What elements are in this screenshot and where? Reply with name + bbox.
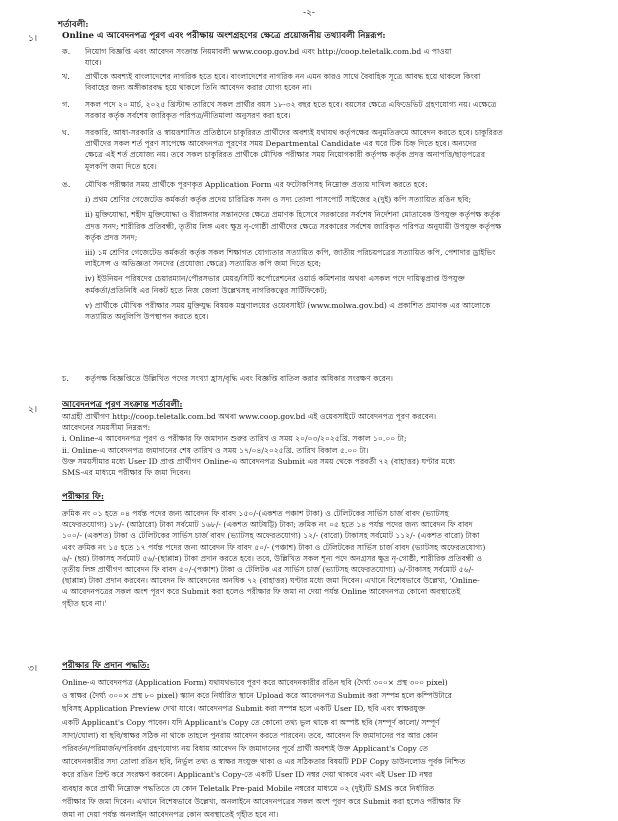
conditions-title: শর্তাবলী:: [58, 20, 89, 30]
text-line: সরকার কর্তৃক সর্বশেষ জারিকৃত পরিপত্র/নীতিমালা অনুসরণ করা হবে।: [85, 111, 291, 121]
text-line: ক্ষেত্রে এই শর্ত প্রযোজ্য নয়। তবে সকল চাকুরিরত প্রার্থীকে মৌখিক পরীক্ষার সময় নিয়োগকারী কর্তৃপক্ষ কর্তৃক প্রদত্ত অনাপত্তি/ছাড়পত্রের: [85, 150, 486, 160]
text-line: i) প্রথম শ্রেণির গেজেটেড কর্মকর্তা কর্তৃক প্রদেয় চারিত্রিক সনদ ও সদ্য তোলা পাসপোর্ট সাইজের ২(দুই) কপি সত্যায়িত রঙিন ছবি;: [85, 195, 472, 205]
text-line: (ছাপ্পান্ন) টাকা প্রদান করবেন। আবেদন ফি আবেদনের অনধিক ৭২ (বাহাত্তর) ঘণ্টার মধ্যে জমা দিবেন। এখানে বিশেষভাবে উল্লেখ্য, 'Online-: [62, 576, 480, 586]
text-line: প্রদত্ত সনদ; শারীরিক প্রতিবন্ধী, তৃতীয় লিঙ্গ এবং ক্ষুদ্র নৃ-গোষ্ঠী প্রার্থীদের ক্ষেত্রে সরকারের সর্বশেষ জারিকৃত পরিপত্র অনুযায়ী উপযুক্ত কর্তৃপক্ষ: [85, 221, 502, 231]
text-line: সকল পদে ২০ মার্চ, ২০২৫ খ্রিস্টাব্দ তারিখে সকল প্রার্থীর বয়স ১৮-৩২ বছর হতে হবে। বয়সের ক্ষেত্রে এফিডেভিট গ্রহণযোগ্য নয়। এক্ষেত্রে: [85, 100, 497, 109]
page-number: -২-: [303, 8, 315, 18]
text-line: তৃতীয় লিঙ্গ প্রার্থীগণ আবেদন ফি বাবদ ৫০/-(পঞ্চাশ) টাকা ও টেলিটক এর সার্ভিস চার্জ (ভ্যাটসহ অফেরতযোগ্য) ৬/-টাকাসহ সর্বমোট ৫৬/-: [62, 565, 474, 575]
section1-item: [85, 127, 503, 172]
section1-title: Online এ আবেদনপত্র পূরণ এবং পরীক্ষায় অংশগ্রহণের ক্ষেত্রে প্রয়োজনীয় তথ্যাবলী নিম্নরূপ:: [62, 31, 386, 41]
section2-body: [62, 411, 455, 478]
text-line: এবং ক্রমিক নং ১৫ হতে ১৭ পর্যন্ত পদের জন্য আবেদন ফি বাবদ ৫০/- (পঞ্চাশ) টাকা ও টেলিটকের সার্ভিস চার্জ বাবদ (ভ্যাটসহ অফেরতযোগ্য): [62, 542, 486, 552]
text-line: করে রঙিন প্রিন্ট করে সংরক্ষণ করবেন। Applicant's Copy-তে একটি User ID নম্বর দেয়া থাকবে এবং এই User ID নম্বর: [62, 770, 433, 780]
text-line: পরীক্ষার ফি জমা দিবেন। এখানে বিশেষভাবে উল্লেখ্য, অনলাইনে আবেদনপত্রের সকল অংশ পূরণ করে Submit করা হলেও পরীক্ষার ফি: [62, 796, 461, 806]
section3-title: পরীক্ষার ফি প্রদান পদ্ধতি:: [62, 661, 150, 671]
section1-number: ১।: [28, 34, 38, 44]
text-line: যাবে।: [85, 58, 102, 68]
text-line: প্রার্থীদের সকল শর্ত পূরণ সাপেক্ষে আবেদনপত্র পূরণের সময় Departmental Candidate এর ঘরে টিক চিহ্ন দিতে হবে। অন্যদের: [85, 139, 477, 149]
text-line: ব্যবহার করে প্রার্থী নিম্নোক্ত পদ্ধতিতে যে কোন Teletalk Pre-paid Mobile নম্বরের মাধ্যমে ০২ (দুই)টি SMS করে নির্ধারিত: [62, 783, 435, 793]
text-line: অফেরতযোগ্য) ১৮/- (আঠারো) টাকা সর্বমোট ১৬৮/- (একশত আটষট্টি) টাকা; ক্রমিক নং ০৫ হতে ১৪ পর্যন্ত পদের জন্য আবেদন ফি বাবদ: [62, 520, 473, 530]
text-line: সত্যায়িত অনুলিপি উপস্থাপন করতে হবে।: [85, 312, 209, 322]
section1-item: [85, 99, 496, 121]
text-line: ক্রমিক নং ০১ হতে ০৪ পর্যন্ত পদের জন্য আবেদন ফি বাবদ ১৫০/-(একশত পঞ্চাশ টাকা) ও টেলিটকের সার্ভিস চার্জ বাবদ (ভ্যাটসহ: [62, 509, 449, 518]
section1-item-label: খ.: [62, 72, 70, 81]
text-line: সরকারি, আধা-সরকারি ও স্বায়ত্তশাসিত প্রতিষ্ঠানে চাকুরিরত প্রার্থীদের অবশ্যই যথাযথ কর্তৃপক্ষের অনুমতিক্রমে আবেদন করতে হবে। চাকুরিরত: [85, 128, 503, 137]
text-line: মূলকপি জমা দিতে হবে।: [85, 161, 157, 171]
section1-item: [85, 373, 393, 384]
section1-item: [85, 46, 451, 68]
text-line: Online-এ আবেদনপত্র (Application Form) যথাযথভাবে পূরণ করে আবেদনকারীর রঙিন ছবি (দৈর্ঘ্য ৩০০× প্রস্থ ৩০০ pixel): [62, 678, 448, 687]
text-line: সাদা/ঘোলা) বা ছবি/স্বাক্ষর সঠিক না থাকে তাহলে পুনরায় আবেদন করতে পারবেন। তবে, আবেদন ফি জমাদানের পর আর কোন: [62, 730, 438, 740]
text-line: i. Online-এ আবেদনপত্র পূরণ ও পরীক্ষার ফি জমাদান শুরুর তারিখ ও সময় ২০/০৩/২০২৫খ্রি. সকাল ১০.০০ টা;: [62, 434, 407, 444]
section1-item: [85, 179, 501, 322]
text-line: ছবিসহ Application Preview দেখা যাবে। আবেদনপত্র Submit করা সম্পন্ন হলে একটি User ID, ছবি এবং স্বাক্ষরযুক্ত: [62, 704, 426, 714]
text-line: কর্তৃক প্রদত্ত সনদ;: [85, 232, 138, 242]
section1-item-label: চ.: [62, 374, 69, 383]
section2-number: ২।: [28, 405, 38, 415]
section1-item-label: ক.: [62, 47, 71, 56]
text-line: v) প্রার্থীকে মৌখিক পরীক্ষার সময় মুক্তিযুদ্ধ বিষয়ক মন্ত্রণালয়ের ওয়েবসাইট (www.molwa.gov.bd) এ প্রকাশিত প্রমাণক এর আলোকে: [85, 300, 491, 310]
text-line: ১০০/- (একশত) টাকা ও টেলিটকের সার্ভিস চার্জ বাবদ (ভ্যাটসহ অফেরতযোগ্য) ১২/- (বারো) টাকাসহ সর্বমোট ১১২/- (একশত বারো) টাকা: [62, 531, 480, 541]
text-line: আবেদনকারীর সদ্য তোলা রঙিন ছবি, নির্ভুল তথ্য ও স্বাক্ষর সংযুক্ত থাকা ও এর সঠিকতার বিষয়টি PDF Copy ডাউনলোড পূর্বক নিশ্চিত: [62, 757, 466, 767]
text-line: ii. Online-এ আবেদনপত্র জমাদানের শেষ তারিখ ও সময় ১৭/০৪/২০২৫খ্রি. তারিখ বিকাল ৫.০০ টা।: [62, 445, 369, 455]
text-line: জমা না দেয়া পর্যন্ত অনলাইন আবেদনপত্র কোন অবস্থাতেই গৃহীত হবে না।: [62, 810, 279, 820]
section1-item-label: ঘ.: [62, 128, 70, 137]
fee-title: পরীক্ষার ফি:: [62, 492, 105, 502]
fee-body: [62, 508, 485, 609]
text-line: নিয়োগ বিজ্ঞপ্তি এবং আবেদন সংক্রান্ত নিয়মাবলী www.coop.gov.bd এবং http://coop.teletalk.com.bd এ পাওয়া: [85, 47, 452, 56]
section3-number: ৩।: [28, 664, 38, 674]
section1-item-label: ঙ.: [62, 180, 71, 189]
text-line: আগ্রহী প্রার্থীগণ http://coop.teletalk.com.bd অথবা www.coop.gov.bd এই ওয়েবসাইটে আবেদনপত্র পূরণ করবেন।: [62, 412, 437, 421]
section1-item-label: গ.: [62, 100, 70, 109]
text-line: iii) ১ম শ্রেণির গেজেটেড কর্মকর্তা কর্তৃক সকল শিক্ষাগত যোগ্যতার সত্যায়িত কপি, জাতীয় পরিচয়পত্রের সত্যায়িত কপি, পেশাদার ড্রাইভিং: [85, 248, 496, 258]
text-line: গৃহীত হবে না।': [62, 598, 107, 608]
text-line: ও স্বাক্ষর (দৈর্ঘ্য ৩০০× প্রস্থ ৮০ pixel) স্ক্যান করে নির্ধারিত স্থানে Upload করে আবেদনপত্র Submit করা সম্পন্ন হলে কম্পিউটারে: [62, 691, 452, 701]
section2-title: আবেদনপত্র পূরণ সংক্রান্ত শর্তাবলী:: [62, 400, 183, 410]
text-line: কর্তৃপক্ষ বিজ্ঞপ্তিতে উল্লিখিত পদের সংখ্যা হ্রাস/বৃদ্ধি এবং বিজ্ঞপ্তি বাতিল করার অধিকার সংরক্ষণ করেন।: [85, 374, 393, 383]
section1-item: [85, 71, 480, 93]
text-line: একটি Applicant's Copy পাবেন। যদি Applicant's Copy তে কোনো তথ্য ভুল থাকে বা অস্পষ্ট ছবি (সম্পূর্ণ কালো/ সম্পূর্ণ: [62, 717, 440, 727]
text-line: মৌখিক পরীক্ষার সময় প্রার্থীকে পূরণকৃত Application Form এর ফটোকপিসহ নিম্নোক্ত প্রত্যয় দাখিল করতে হবে:: [85, 180, 428, 189]
text-line: iv) ইউনিয়ন পরিষদের চেয়ারম্যান/পৌরসভার মেয়র/সিটি কর্পোরেশনের ওয়ার্ড কমিশনার অথবা এসকল পদে দায়িত্বপ্রাপ্ত উপযুক্ত: [85, 274, 465, 284]
text-line: পরিবর্তন/পরিমার্জন/পরিবর্ধন গ্রহণযোগ্য নয় বিধায় আবেদন ফি জমাদানের পূর্বে প্রার্থী অবশ্যই উক্ত Applicant's Copy তে: [62, 744, 428, 754]
text-line: ৬/- (ছয়) টাকাসহ সর্বমোট ৫৬/-(ছাপ্পান্ন) টাকা প্রদান করতে হবে। তবে, উল্লিখিত সকল শূন্য পদে অনগ্রসর ক্ষুদ্র নৃ-গোষ্ঠী, শারীরিক প্রতিবন্ধী ও: [62, 553, 482, 563]
text-line: প্রার্থীকে অবশ্যই বাংলাদেশের নাগরিক হতে হবে। বাংলাদেশের নাগরিক নন এমন কারও সাথে বৈবাহিক সূত্রে আবদ্ধ হয়ে থাকলে কিংবা: [85, 72, 481, 81]
text-line: ii) মুক্তিযোদ্ধা, শহীদ মুক্তিযোদ্ধা ও বীরাঙ্গনার সন্তানদের ক্ষেত্রে প্রমাণক হিসেবে সরকারের সর্বশেষ নির্দেশনা মোতাবেক উপযুক্ত কর্তৃপক্ষ কর্তৃক: [85, 210, 501, 220]
text-line: এ আবেদনপত্রের সকল অংশ পূরণ করে Submit করা হলেও পরীক্ষার ফি জমা না দেয়া পর্যন্ত Online আবেদনপত্র কোনো অবস্থাতেই: [62, 587, 461, 597]
text-line: আবেদনের সময়সীমা নিম্নরূপ:: [62, 423, 151, 433]
text-line: বিবাহের জন্য অঙ্গীকারবদ্ধ হয়ে থাকলে তিনি আবেদন করার যোগ্য হবেন না।: [85, 83, 312, 93]
text-line: লাইসেন্স ও অভিজ্ঞতা সনদের (প্রযোজ্য ক্ষেত্রে) সত্যায়িত কপি জমা দিতে হবে;: [85, 259, 322, 269]
text-line: SMS-এর মাধ্যমে পরীক্ষার ফি জমা দিবেন।: [62, 468, 191, 478]
text-line: উক্ত সময়সীমার মধ্যে User ID প্রাপ্ত প্রার্থীগণ Online-এ আবেদনপত্র Submit এর সময় থেকে পরবর্তী ৭২ (বাহাত্তর) ঘণ্টার মধ্যে: [62, 456, 455, 466]
text-line: কর্মকর্তা/প্রতিনিধি এর নিকট হতে নিজ জেলা উল্লেখসহ নাগরিকত্বের সার্টিফিকেট;: [85, 285, 328, 295]
section3-body: [62, 676, 465, 821]
